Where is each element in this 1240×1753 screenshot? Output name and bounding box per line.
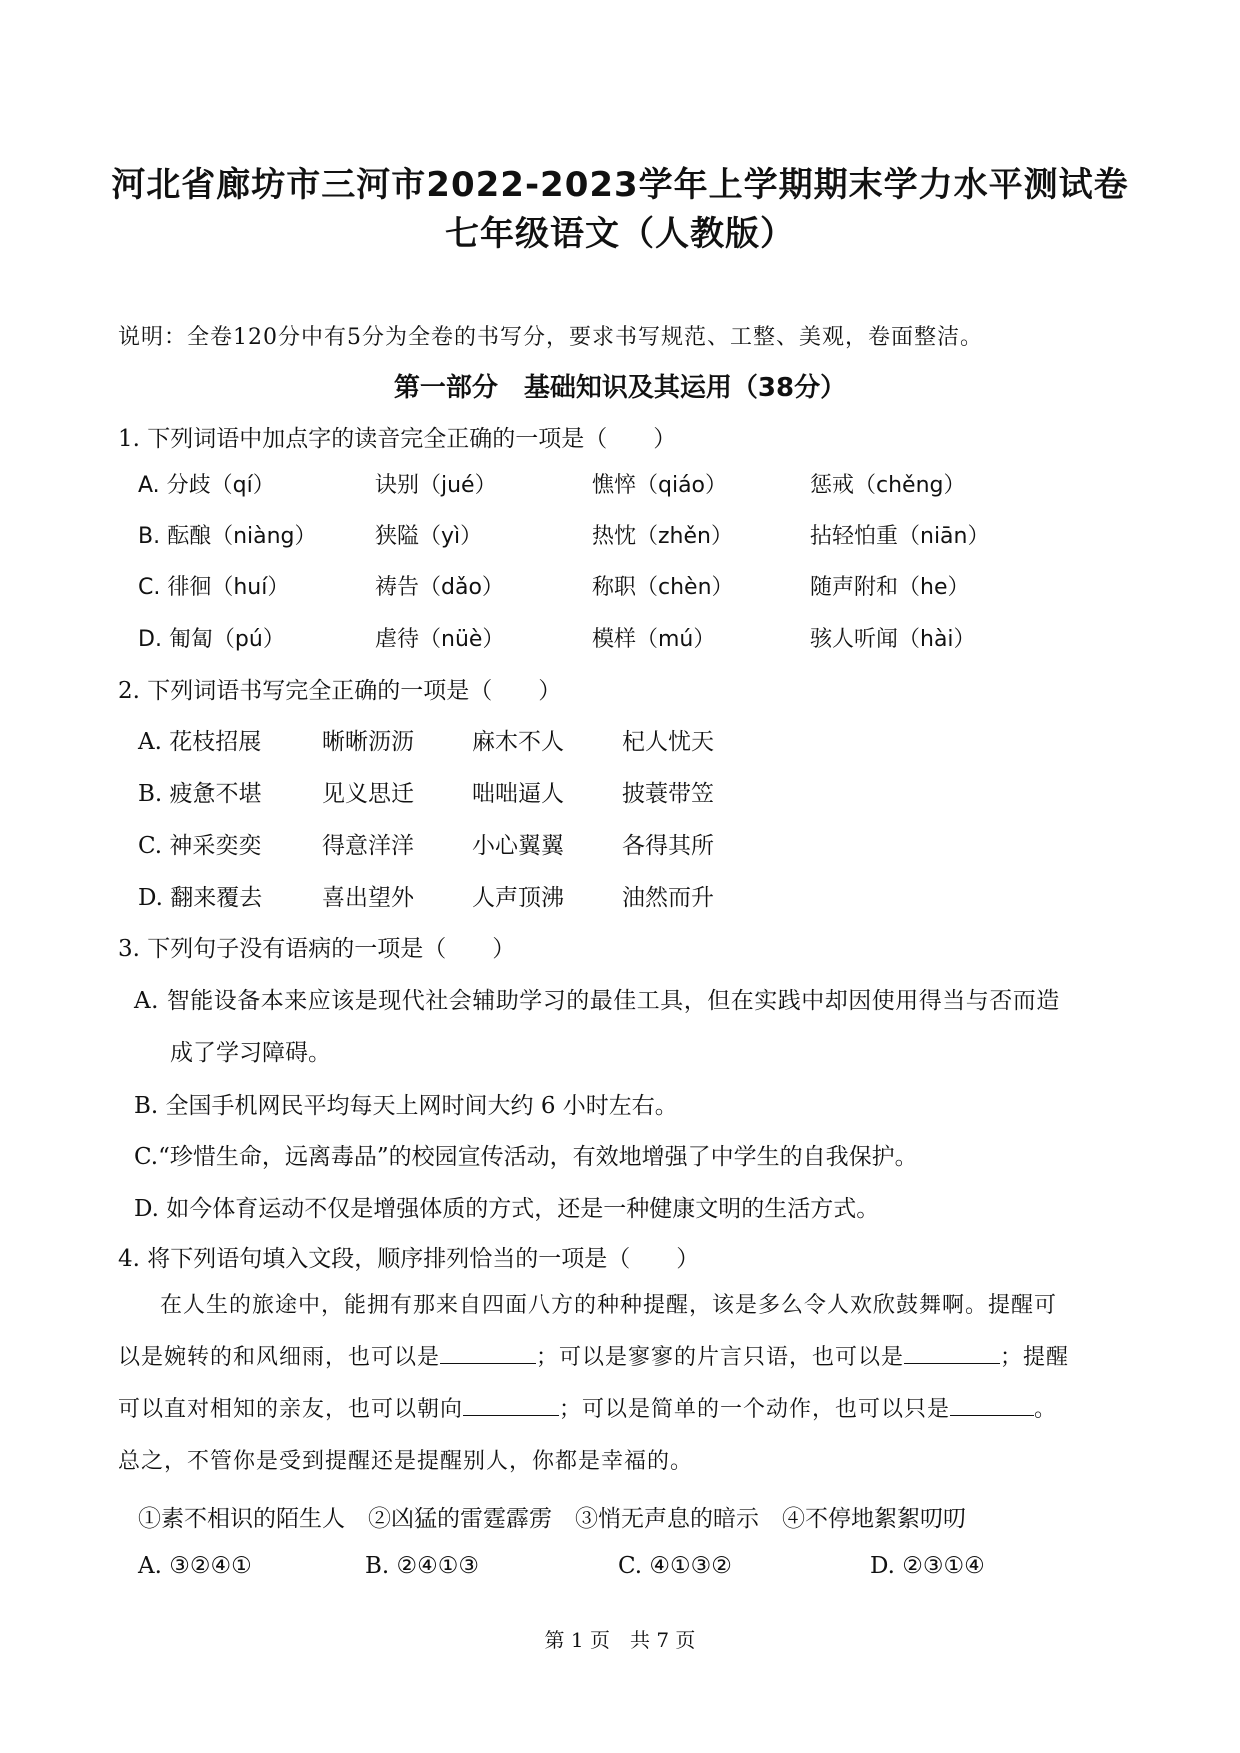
q1-option-d-1: D. 匍匐（pú） (138, 627, 285, 652)
exam-title: 河北省廊坊市三河市2022-2023学年上学期期末学力水平测试卷 (111, 165, 1129, 205)
q4-text-3c: 。 (1034, 1397, 1058, 1422)
q2-option-a-1: A. 花枝招展 (138, 729, 262, 755)
q1-option-d-4: 骇人听闻（hài） (810, 627, 976, 652)
q4-text-2a: 以是婉转的和风细雨，也可以是 (118, 1345, 441, 1370)
q4-text-3a: 可以直对相知的亲友，也可以朝向 (118, 1397, 464, 1422)
q2-option-b-3: 咄咄逼人 (472, 781, 564, 807)
q2-option-b-4: 披蓑带笠 (622, 781, 714, 807)
q1-option-c-2: 祷告（dǎo） (375, 575, 504, 600)
answer-blank-2[interactable] (904, 1343, 1000, 1364)
q2-option-a-2: 晰晰沥沥 (322, 729, 414, 755)
question-3-stem: 3. 下列句子没有语病的一项是（ ） (118, 936, 516, 962)
q2-option-c-3: 小心翼翼 (472, 833, 564, 859)
q1-option-b-1: B. 酝酿（niàng） (138, 524, 317, 549)
q4-passage-line-1: 在人生的旅途中，能拥有那来自四面八方的种种提醒，该是多么令人欢欣鼓舞啊。提醒可 (160, 1293, 1058, 1318)
q2-option-c-2: 得意洋洋 (322, 833, 414, 859)
q4-passage (118, 1280, 1128, 1488)
instructions-note: 说明：全卷120分中有5分为全卷的书写分，要求书写规范、工整、美观，卷面整洁。 (118, 325, 983, 350)
q3-option-a: A. 智能设备本来应该是现代社会辅助学习的最佳工具，但在实践中却因使用得当与否而造 (134, 988, 1060, 1014)
q1-option-a-3: 憔悴（qiáo） (592, 473, 728, 498)
q4-items: ①素不相识的陌生人 ②凶猛的雷霆霹雳 ③悄无声息的暗示 ④不停地絮絮叨叨 (138, 1506, 966, 1532)
question-2-stem: 2. 下列词语书写完全正确的一项是（ ） (118, 678, 562, 704)
q3-option-b: B. 全国手机网民平均每天上网时间大约 6 小时左右。 (134, 1093, 678, 1119)
q1-option-a-4: 惩戒（chěng） (810, 473, 966, 498)
q2-option-c-1: C. 神采奕奕 (138, 833, 262, 859)
q4-text-2c: ；提醒 (1000, 1345, 1070, 1370)
exam-subtitle: 七年级语文（人教版） (445, 214, 795, 254)
q1-option-d-3: 模样（mú） (592, 627, 716, 652)
answer-blank-4[interactable] (950, 1395, 1034, 1416)
q4-choice-d: D. ②③①④ (870, 1553, 985, 1579)
q1-option-b-3: 热忱（zhěn） (592, 524, 733, 549)
question-1-stem: 1. 下列词语中加点字的读音完全正确的一项是（ ） (118, 426, 677, 452)
section-title: 第一部分 基础知识及其运用（38分） (393, 373, 847, 403)
q1-option-a-1: A. 分歧（qí） (138, 473, 275, 498)
q2-option-d-2: 喜出望外 (322, 885, 414, 911)
page-number: 第 1 页 共 7 页 (544, 1628, 696, 1652)
q1-option-c-1: C. 徘徊（huí） (138, 575, 290, 600)
q2-option-d-1: D. 翻来覆去 (138, 885, 263, 911)
q1-option-d-2: 虐待（nüè） (375, 627, 505, 652)
q1-option-a-2: 诀别（jué） (375, 473, 497, 498)
q4-passage-line-3 (118, 1384, 1128, 1436)
q2-option-b-2: 见义思迁 (322, 781, 414, 807)
q2-option-a-3: 麻木不人 (472, 729, 564, 755)
q2-option-c-4: 各得其所 (622, 833, 714, 859)
q1-option-b-4: 拈轻怕重（niān） (810, 524, 990, 549)
q4-passage-line-2 (118, 1332, 1128, 1384)
q4-text-2b: ；可以是寥寥的片言只语，也可以是 (536, 1345, 905, 1370)
q2-option-b-1: B. 疲惫不堪 (138, 781, 262, 807)
q2-option-d-4: 油然而升 (622, 885, 714, 911)
q4-passage-line-4: 总之，不管你是受到提醒还是提醒别人，你都是幸福的。 (118, 1449, 694, 1474)
q4-text-3b: ；可以是简单的一个动作，也可以只是 (559, 1397, 951, 1422)
answer-blank-3[interactable] (463, 1395, 559, 1416)
q1-option-b-2: 狭隘（yì） (375, 524, 483, 549)
answer-blank-1[interactable] (440, 1343, 536, 1364)
q1-option-c-3: 称职（chèn） (592, 575, 734, 600)
q3-option-a-continued: 成了学习障碍。 (170, 1040, 331, 1066)
q4-choice-c: C. ④①③② (618, 1553, 732, 1579)
question-4-stem: 4. 将下列语句填入文段，顺序排列恰当的一项是（ ） (118, 1246, 700, 1272)
q1-option-c-4: 随声附和（he） (810, 575, 970, 600)
q4-choice-a: A. ③②④① (138, 1553, 252, 1579)
q2-option-a-4: 杞人忧天 (622, 729, 714, 755)
q3-option-c: C.“珍惜生命，远离毒品”的校园宣传活动，有效地增强了中学生的自我保护。 (134, 1144, 918, 1170)
q4-choice-b: B. ②④①③ (365, 1553, 480, 1579)
q3-option-d: D. 如今体育运动不仅是增强体质的方式，还是一种健康文明的生活方式。 (134, 1196, 880, 1222)
q2-option-d-3: 人声顶沸 (472, 885, 564, 911)
